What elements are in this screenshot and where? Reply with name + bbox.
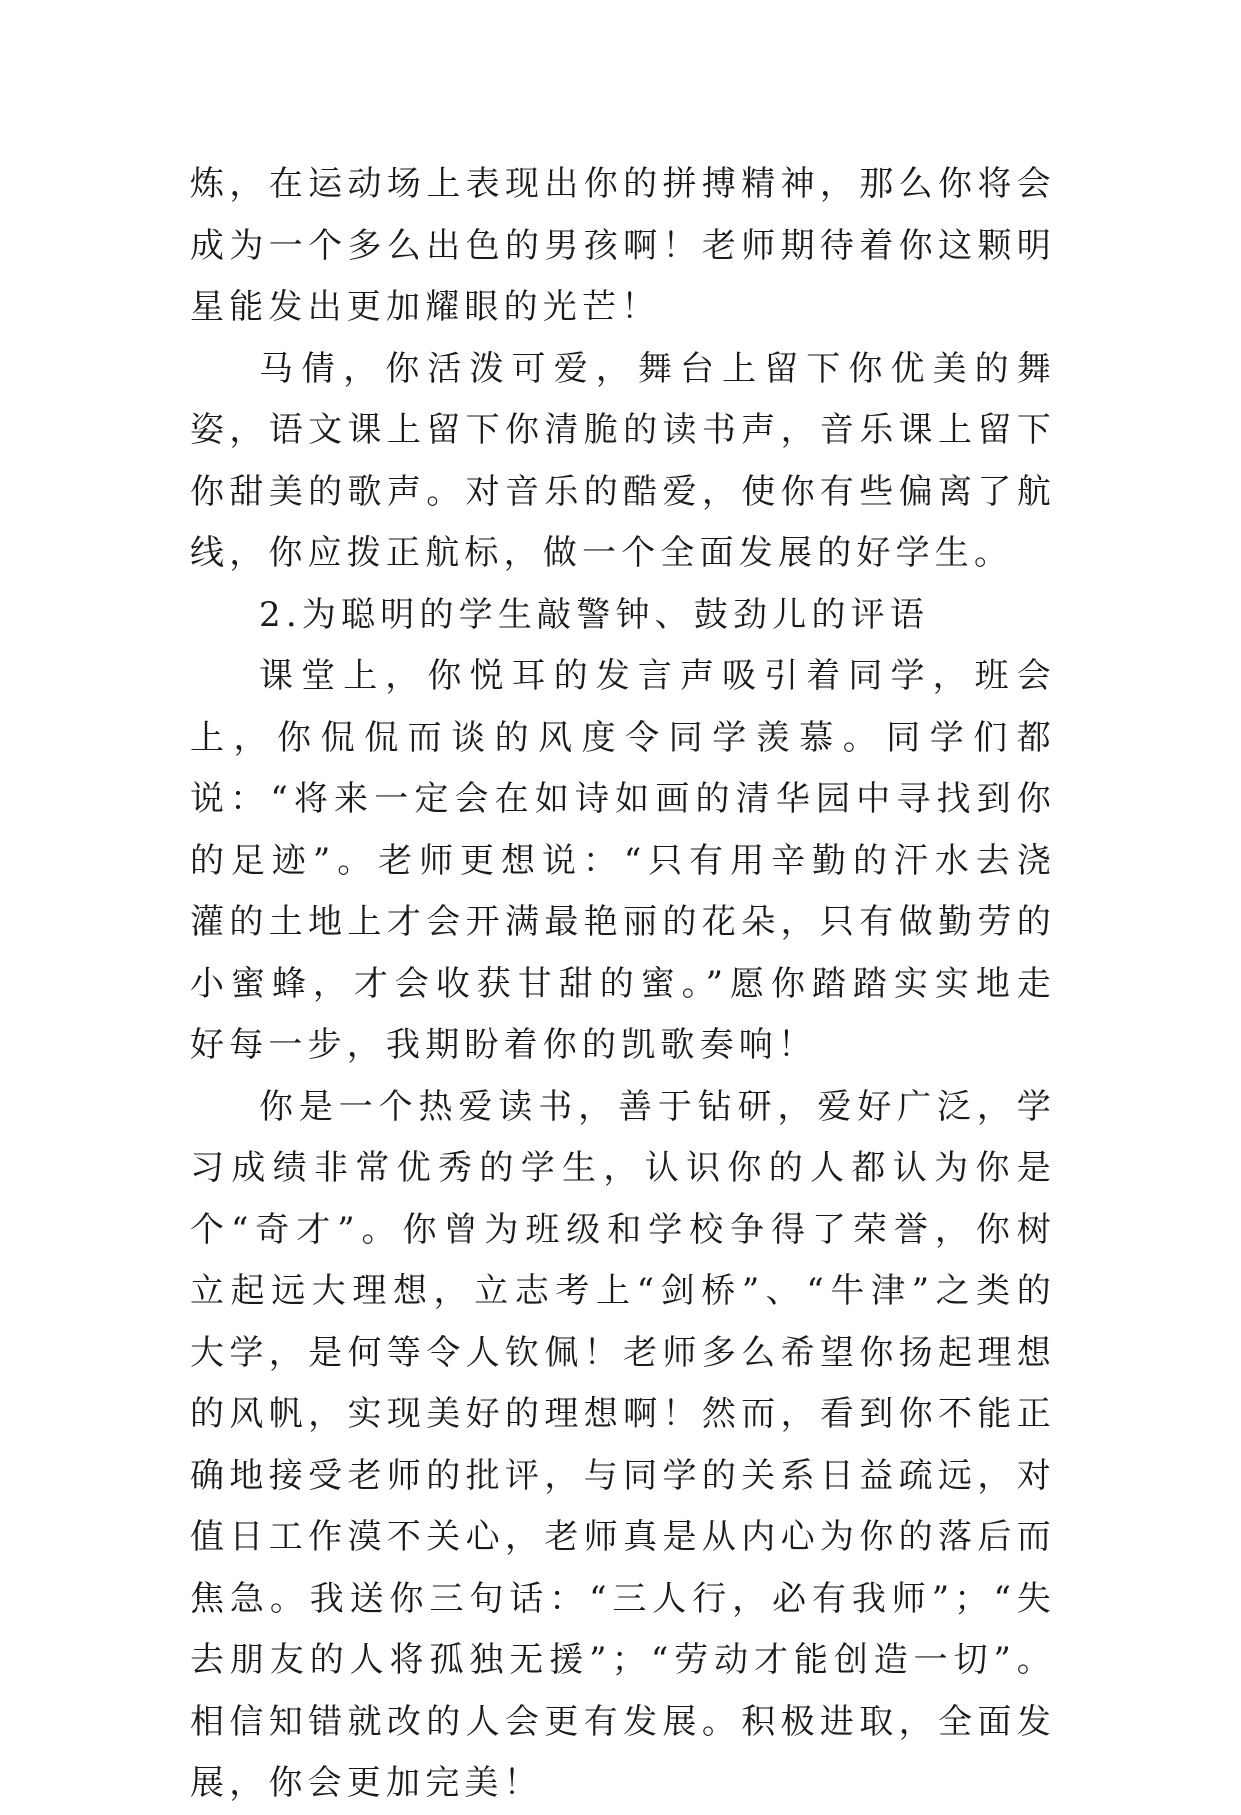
section-heading: 2.为聪明的学生敲警钟、鼓劲儿的评语 <box>259 594 930 635</box>
paragraph-reader: 你是一个热爱读书，善于钻研，爱好广泛，学习成绩非常优秀的学生，认识你的人都认为你是个“奇才”。你曾为班级和学校争得了荣誉，你树立起远大理想，立志考上“剑桥”、“牛津”之类的大学，是何等令人钦佩！老师多么希望你扬起理想的风帆，实现美好的理想啊！然而，看到你不能正确地接受老师的批评，与同学的关系日益疏远，对值日工作漠不关心，老师真是从内心为你的落后而焦急。我送你三句话：“三人行，必有我师”；“失去朋友的人将孤独无援”；“劳动才能创造一切”。相信知错就改的人会更有发展。积极进取，全面发展，你会更加完美！ <box>190 1086 1056 1803</box>
paragraph-classroom: 课堂上，你悦耳的发言声吸引着同学，班会上，你侃侃而谈的风度令同学羡慕。同学们都说：“将来一定会在如诗如画的清华园中寻找到你的足迹”。老师更想说：“只有用辛勤的汗水去浇灌的土地上才会开满最艳丽的花朵，只有做勤劳的小蜜蜂，才会收获甘甜的蜜。”愿你踏踏实实地走好每一步，我期盼着你的凯歌奏响！ <box>190 656 1056 1065</box>
document-body <box>190 154 1056 1815</box>
paragraph-ma-qian: 马倩，你活泼可爱，舞台上留下你优美的舞姿，语文课上留下你清脆的读书声，音乐课上留下你甜美的歌声。对音乐的酷爱，使你有些偏离了航线，你应拨正航标，做一个全面发展的好学生。 <box>190 348 1056 573</box>
paragraph-continuation: 炼，在运动场上表现出你的拼搏精神，那么你将会成为一个多么出色的男孩啊！老师期待着你这颗明星能发出更加耀眼的光芒！ <box>190 164 1056 327</box>
